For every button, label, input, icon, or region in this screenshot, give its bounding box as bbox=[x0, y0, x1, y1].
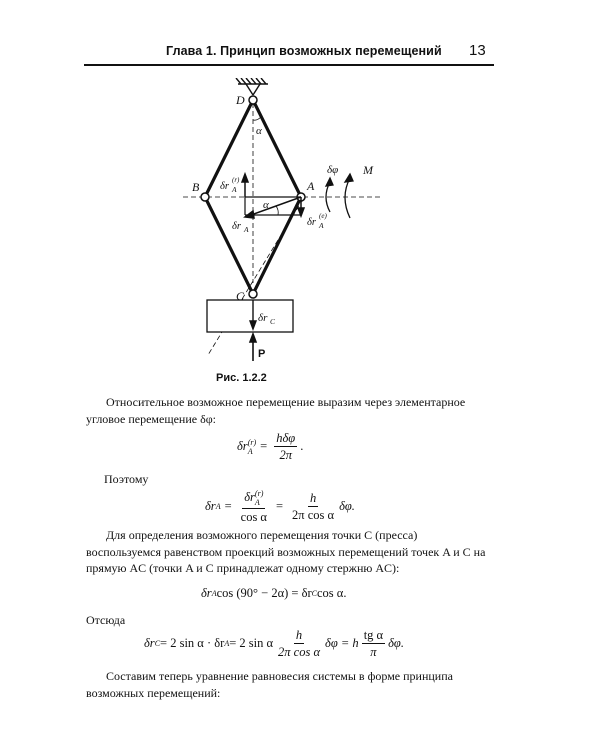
label-point-a: A bbox=[307, 179, 315, 193]
label-delta-phi: δφ bbox=[327, 164, 339, 176]
label-dr-transport: δr bbox=[307, 217, 316, 228]
alpha-arc-inner bbox=[276, 206, 278, 215]
press-box bbox=[207, 300, 293, 332]
label-alpha-inner: α bbox=[263, 199, 269, 211]
label-point-d: D bbox=[236, 93, 245, 107]
label-dr-press: δr bbox=[258, 312, 268, 324]
label-point-c: C bbox=[236, 289, 245, 303]
label-force-p: P bbox=[258, 348, 266, 360]
paragraph-1: Относительное возможное перемещение выразим через элементарное угловое перемещение δφ: bbox=[86, 395, 466, 426]
alpha-arc-top bbox=[253, 117, 261, 120]
paragraph-5: Составим теперь уравнение равновесия системы в форме принципа возможных перемещений: bbox=[86, 669, 453, 700]
relative-displacement-arrow bbox=[242, 174, 248, 197]
figure-caption: Рис. 1.2.2 bbox=[216, 372, 267, 384]
equation-3: δr A cos (90° − 2α) = δr C cos α. bbox=[201, 586, 347, 600]
equation-4: δr C = 2 sin α · δr A = 2 sin α $\frac{h}{\text{2π cos α}}$ δφ = h $\frac{\text{tg α}}{\pi}$ δφ. bbox=[144, 628, 404, 659]
label-dr-relative: δr bbox=[220, 181, 229, 192]
mechanism-figure bbox=[150, 78, 410, 368]
paragraph-4: Отсюда bbox=[86, 613, 126, 627]
equation-1: δr (r) A = $\frac{\text{hδφ}}{2\pi}$ . bbox=[237, 431, 304, 462]
label-alpha-top: α bbox=[256, 125, 262, 137]
label-dr-transport-sub: A bbox=[319, 221, 324, 230]
force-p-arrow bbox=[250, 334, 256, 361]
header-rule bbox=[84, 64, 494, 66]
label-dr-press-sub: C bbox=[270, 317, 276, 326]
label-moment-m: M bbox=[363, 163, 373, 177]
paragraph-3: Для определения возможного перемещения точки C (пресса) воспользуемся равенством проекций возможных перемещений точек A и C на прямую AC (точки A и C принадлежат одному стержню AC): bbox=[86, 528, 486, 575]
label-dr-absolute: δr bbox=[232, 221, 241, 232]
label-point-b: B bbox=[192, 180, 200, 194]
moment-arcs bbox=[326, 174, 353, 218]
label-dr-transport-sup: (e) bbox=[319, 212, 327, 220]
page-number: 13 bbox=[469, 42, 486, 59]
equation-2: δr A = δr (r) A cos α = $\frac{h}{\text{2π cos α}}$ δφ. bbox=[205, 489, 355, 524]
label-dr-relative-sub: A bbox=[232, 185, 237, 194]
running-header-title: Глава 1. Принцип возможных перемещений bbox=[166, 44, 442, 58]
paragraph-2: Поэтому bbox=[104, 472, 149, 486]
label-dr-absolute-sub: A bbox=[244, 225, 249, 234]
label-dr-relative-sup: (r) bbox=[232, 176, 240, 184]
